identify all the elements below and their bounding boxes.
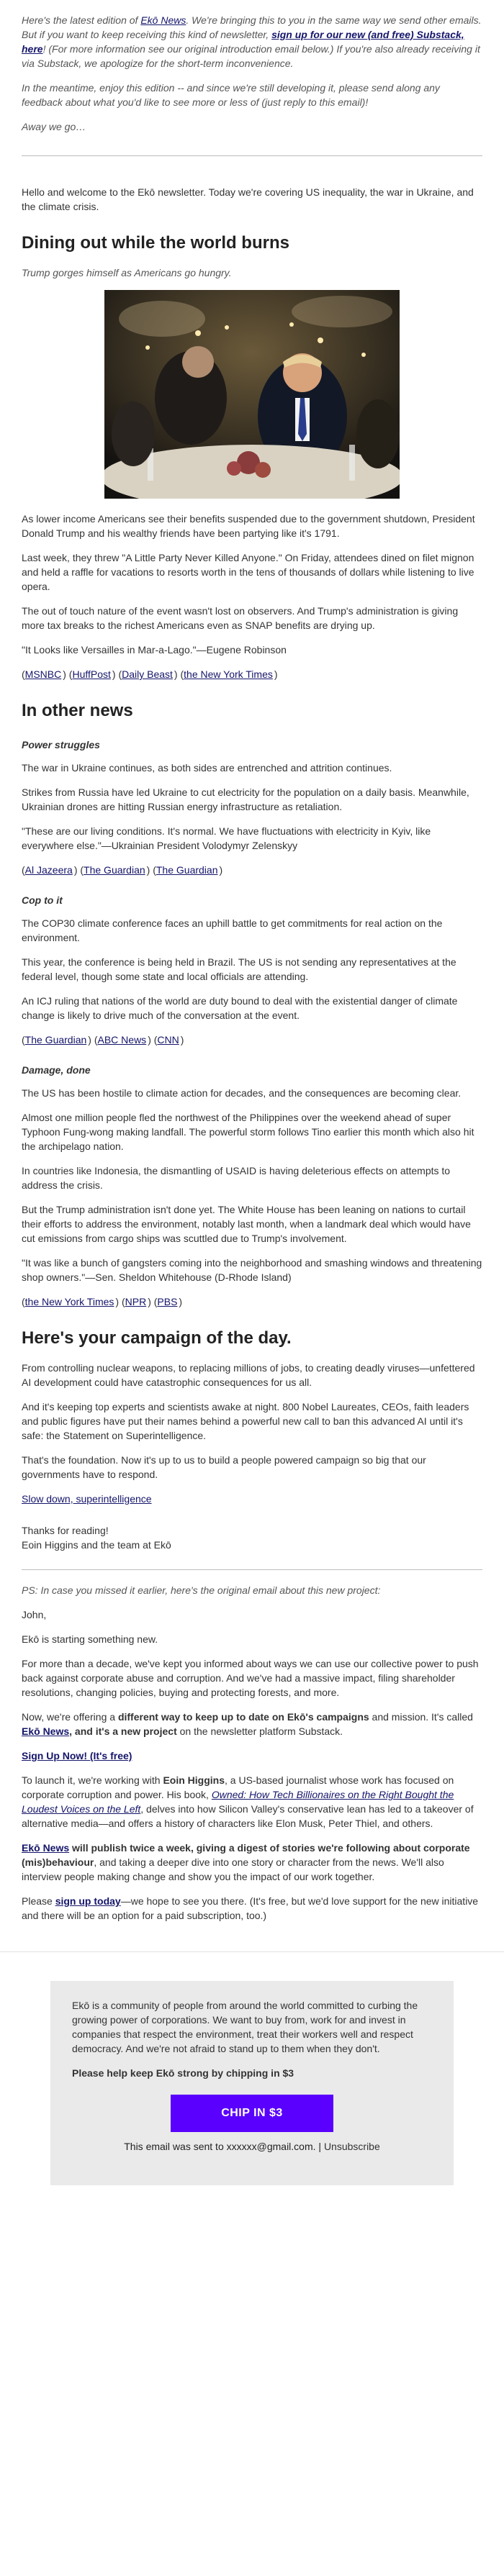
story-paragraph: The out of touch nature of the event wasn't lost on observers. And Trump's administration is giving more tax breaks to the richest Americans even as SNAP benefits are drying up. — [22, 605, 459, 631]
news-quote: "It was like a bunch of gangsters coming into the neighborhood and smashing windows and threatening shop owners."—Sen. Sheldon Whitehouse (D-Rhode Island) — [22, 1257, 482, 1283]
story-quote: "It Looks like Versailles in Mar-a-Lago."—Eugene Robinson — [22, 644, 287, 656]
campaign-paragraph: And it's keeping top experts and scientists awake at night. 800 Nobel Laureates, CEOs, faith leaders and public figures have put their names behind a powerful new call to ban this advanced AI until it's safe: the Statement on Superintelligence. — [22, 1401, 469, 1441]
intro-text: ! (For more information see our original introduction email below.) If you're also already receiving it via Substack, we apologize for the short-term inconvenience. — [22, 43, 480, 69]
campaign-paragraph: That's the foundation. Now it's up to us to build a people powered campaign so big that our governments have to respond. — [22, 1454, 426, 1480]
news-paragraph: The war in Ukraine continues, as both sides are entrenched and attrition continues. — [22, 762, 392, 774]
footer-about: Ekō is a community of people from around the world committed to curbing the growing power of corporations. We want to buy from, work for and invest in companies that respect the environment, treat their workers well and respect democracy. And we're not afraid to stand up to them when they don't. — [72, 2000, 418, 2054]
orig-paragraph: Ekō is starting something new. — [22, 1633, 158, 1645]
intro-section — [22, 0, 482, 134]
orig-paragraph — [22, 1894, 482, 1923]
source-link[interactable]: MSNBC — [24, 668, 62, 680]
signup-today-link[interactable]: sign up today — [55, 1895, 121, 1907]
substack-signup-link[interactable]: sign up for our new (and free) Substack, here — [22, 29, 464, 55]
news-paragraph: An ICJ ruling that nations of the world are duty bound to deal with the existential danger of climate change is likely to drive much of the conversation at the event. — [22, 995, 458, 1021]
intro-feedback: In the meantime, enjoy this edition -- and since we're still developing it, please send along any feedback about what you'd like to see more or less of (just reply to this email)! — [22, 82, 440, 108]
orig-text: , delves into how Silicon Valley's conservative lean has led to a takeover of alternative media—and offers a history of characters like Elon Musk, Peter Thiel, and others. — [22, 1803, 474, 1829]
divider — [22, 155, 482, 156]
divider — [22, 1569, 482, 1570]
orig-text: , a US-based journalist whose work has focused on corporate corruption and power. His book, — [22, 1774, 454, 1800]
book-link[interactable]: Owned: How Tech Billionaires on the Right Bought the Loudest Voices on the Left — [22, 1789, 454, 1815]
source-link[interactable]: the New York Times — [24, 1296, 114, 1307]
source-link[interactable]: PBS — [157, 1296, 178, 1307]
eko-news-link[interactable]: Ekō News — [140, 14, 186, 26]
news-paragraph: The COP30 climate conference faces an uphill battle to get commitments for real action on the environment. — [22, 917, 443, 943]
campaign-link[interactable]: Slow down, superintelligence — [22, 1493, 152, 1505]
source-link[interactable]: Al Jazeera — [24, 864, 73, 876]
orig-text: Please — [22, 1895, 55, 1907]
news-paragraph: But the Trump administration isn't done yet. The White House has been leaning on nations to curtail their efforts to address the environment, notably last month, when a landmark deal which would have cut emissions from cargo ships was scuttled due to Trump's involvement. — [22, 1204, 471, 1244]
orig-paragraph — [22, 1841, 482, 1884]
story-paragraph: Last week, they threw "A Little Party Never Killed Anyone." On Friday, attendees dined on filet mignon and held a raffle for vacations to resorts worth in the tens of thousands of dollars while listening to live opera. — [22, 552, 474, 592]
orig-paragraph — [22, 1773, 482, 1831]
orig-bold: will publish twice a week, giving a digest of stories we're following about corporate (mis)behaviour — [22, 1842, 470, 1868]
intro-text: Here's the latest edition of — [22, 14, 141, 26]
orig-text: To launch it, we're working with — [22, 1774, 163, 1786]
footer-area — [0, 1951, 504, 2214]
news-paragraph: In countries like Indonesia, the dismantling of USAID is having deleterious effects on attempts to address the crisis. — [22, 1165, 451, 1191]
subsection-title: Damage, done — [22, 1064, 91, 1076]
author-name: Eoin Higgins — [163, 1774, 225, 1786]
source-link[interactable]: the New York Times — [184, 668, 273, 680]
unsubscribe-link[interactable]: Unsubscribe — [323, 2141, 380, 2152]
ps-note: PS: In case you missed it earlier, here's the original email about this new project: — [22, 1584, 381, 1596]
signup-row — [22, 1749, 482, 1763]
news-paragraph: The US has been hostile to climate action for decades, and the consequences are becoming clear. — [22, 1087, 462, 1099]
source-link[interactable]: The Guardian — [84, 864, 145, 876]
orig-text: , and taking a deeper dive into one story or character from the news. We'll also interview people making change and show you the impact of our work together. — [22, 1856, 444, 1882]
campaign-link-row — [22, 1492, 482, 1506]
subsection-title: Cop to it — [22, 894, 63, 906]
story-headline: Dining out while the world burns — [22, 233, 289, 253]
source-link[interactable]: The Guardian — [156, 864, 218, 876]
chip-in-button[interactable]: CHIP IN $3 — [171, 2095, 333, 2132]
footer-box — [50, 1981, 454, 2185]
news-sources: (Al Jazeera ) (The Guardian ) (The Guardian ) — [22, 864, 223, 876]
dinner-photo — [104, 290, 400, 499]
greeting: John, — [22, 1609, 47, 1620]
news-sources: (The Guardian ) (ABC News ) (CNN ) — [22, 1034, 184, 1046]
eko-news-link[interactable]: Ekō News — [22, 1842, 70, 1854]
signoff — [22, 1523, 482, 1552]
source-link[interactable]: HuffPost — [72, 668, 111, 680]
intro-away: Away we go… — [22, 121, 86, 132]
news-paragraph: Strikes from Russia have led Ukraine to cut electricity for the population on a daily basis. Meanwhile, Ukrainian drones are hitting Russian energy infrastructure as retaliation. — [22, 786, 469, 812]
source-link[interactable]: NPR — [125, 1296, 147, 1307]
orig-text: Now, we're offering a — [22, 1711, 118, 1723]
news-paragraph: This year, the conference is being held in Brazil. The US is not sending any representatives at the federal level, though some state and local officials are attending. — [22, 956, 456, 982]
source-link[interactable]: ABC News — [97, 1034, 147, 1046]
orig-text: on the newsletter platform Substack. — [176, 1725, 343, 1737]
footer-help: Please help keep Ekō strong by chipping in $3 — [72, 2067, 294, 2079]
source-link[interactable]: Daily Beast — [122, 668, 173, 680]
intro-paragraph — [22, 13, 482, 71]
source-link[interactable]: CNN — [157, 1034, 179, 1046]
sent-to-text: This email was sent to xxxxxx@gmail.com. | — [124, 2141, 324, 2152]
news-quote: "These are our living conditions. It's normal. We have fluctuations with electricity in Kyiv, like everywhere else."—Ukrainian President Volodymyr Zelenskyy — [22, 825, 431, 851]
orig-paragraph: For more than a decade, we've kept you informed about ways we can use our collective power to push back against corporate abuse and corruption. And we've had a massive impact, filing shareholder resolutions, changing policies, buying and protecting forests, and more. — [22, 1658, 479, 1698]
story-dek: Trump gorges himself as Americans go hungry. — [22, 267, 232, 278]
campaign-paragraph: From controlling nuclear weapons, to replacing millions of jobs, to creating deadly viruses—unfettered AI development could have catastrophic consequences for us all. — [22, 1362, 475, 1388]
source-link[interactable]: The Guardian — [24, 1034, 87, 1046]
news-paragraph: Almost one million people fled the northwest of the Philippines over the weekend ahead of super Typhoon Fung-wong making landfall. The powerful storm follows Tino earlier this month which also hit the archipelago nation. — [22, 1112, 474, 1152]
signoff-names: Eoin Higgins and the team at Ekō — [22, 1539, 171, 1551]
orig-bold: different way to keep up to date on Ekō's campaigns — [117, 1711, 369, 1723]
orig-bold: , and it's a new project — [69, 1725, 177, 1737]
eko-news-link[interactable]: Ekō News — [22, 1725, 70, 1737]
signoff-thanks: Thanks for reading! — [22, 1525, 109, 1536]
campaign-heading: Here's your campaign of the day. — [22, 1328, 292, 1348]
welcome-text: Hello and welcome to the Ekō newsletter. Today we're covering US inequality, the war in Ukraine, and the climate crisis. — [22, 186, 474, 212]
story-paragraph: As lower income Americans see their benefits suspended due to the government shutdown, President Donald Trump and his wealthy friends have been partying like it's 1791. — [22, 513, 475, 539]
orig-text: and mission. It's called — [369, 1711, 473, 1723]
orig-text: —we hope to see you there. (It's free, but we'd love support for the new initiative and there will be an option for a paid subscription, too.) — [22, 1895, 479, 1921]
news-sources: (the New York Times ) (NPR ) (PBS ) — [22, 1296, 183, 1307]
sent-to-line — [72, 2139, 432, 2154]
intro-text: . We're bringing this to you in the same way we send other emails. But if you want to keep receiving this kind of newsletter, — [22, 14, 482, 40]
orig-paragraph — [22, 1710, 482, 1738]
subsection-title: Power struggles — [22, 739, 100, 750]
original-email — [22, 1583, 482, 1923]
signup-now-link[interactable]: Sign Up Now! (It's free) — [22, 1750, 132, 1761]
story-sources: (MSNBC ) (HuffPost ) (Daily Beast ) (the New York Times ) — [22, 668, 278, 680]
section-heading: In other news — [22, 701, 133, 720]
